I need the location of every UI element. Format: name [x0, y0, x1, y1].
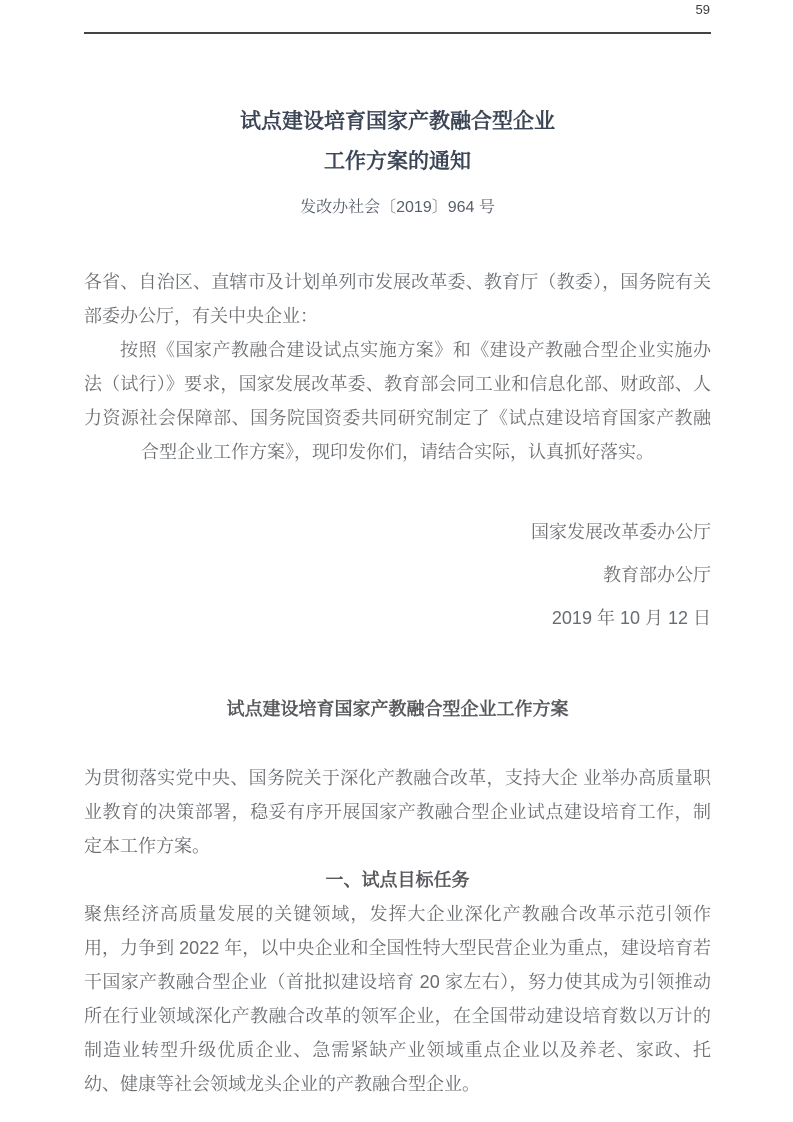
notice-body-paragraph: 按照《国家产教融合建设试点实施方案》和《建设产教融合型企业实施办法（试行）》要求，国家发展改革委、教育部会同工业和信息化部、财政部、人力资源社会保障部、国务院国资委共同研究制定了《试点建设培育国家产教融合型企业工作方案》，现印发你们，请结合实际，认真抓好落实。: [84, 340, 711, 462]
plan-title: 试点建设培育国家产教融合型企业工作方案: [226, 699, 569, 719]
notice-title-line-2: 工作方案的通知: [324, 150, 471, 173]
notice-title: [84, 102, 711, 182]
header-rule: [84, 32, 711, 34]
signature-agency-2: 教育部办公厅: [603, 565, 711, 585]
section-1-paragraph: 聚焦经济高质量发展的关键领域，发挥大企业深化产教融合改革示范引领作用，力争到 2022 年，以中央企业和全国性特大型民营企业为重点，建设培育若干国家产教融合型企业（首批拟建设培育 20 家左右），努力使其成为引领推动所在行业领域深化产教融合改革的领军企业，在全国带动建设培育数以万计的制造业转型升级优质企业、急需紧缺产业领域重点企业以及养老、家政、托幼、健康等社会领域龙头企业的产教融合型企业。: [84, 904, 711, 1094]
signature-block: [84, 511, 711, 640]
plan-body: [84, 761, 711, 1101]
plan-intro-paragraph: 为贯彻落实党中央、国务院关于深化产教融合改革，支持大企 业举办高质量职业教育的决策部署，稳妥有序开展国家产教融合型企业试点建设培育工作，制定本工作方案。: [84, 768, 711, 856]
signature-date: 2019 年 10 月 12 日: [551, 608, 711, 628]
document-number: 发改办社会〔2019〕964 号: [300, 199, 495, 216]
notice-title-line-1: 试点建设培育国家产教融合型企业: [240, 110, 555, 133]
signature-agency-1: 国家发展改革委办公厅: [531, 522, 711, 542]
page-number: 59: [695, 2, 710, 17]
section-1-heading: 一、试点目标任务: [325, 870, 470, 890]
notice-salutation: 各省、自治区、直辖市及计划单列市发展改革委、教育厅（教委），国务院有关部委办公厅，有关中央企业：: [84, 272, 711, 326]
